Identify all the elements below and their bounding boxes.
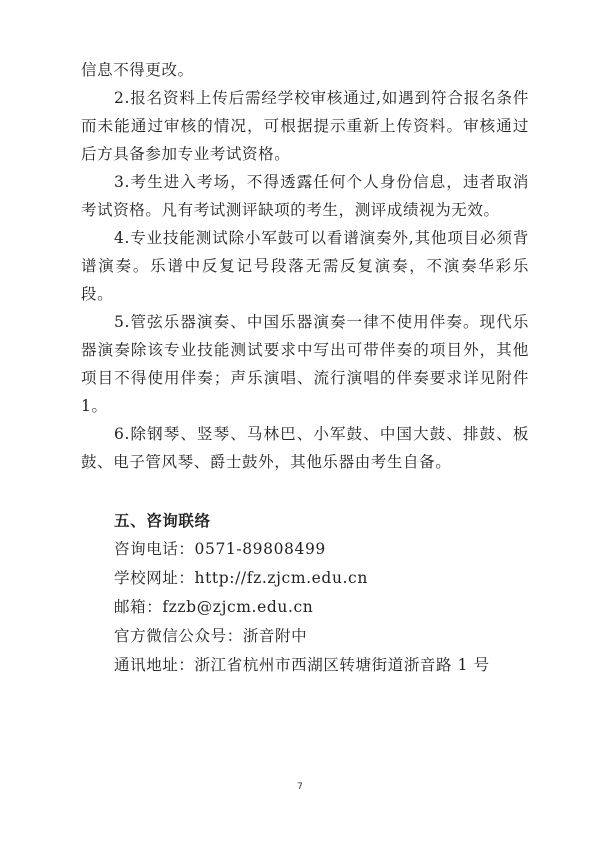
contact-list (81, 535, 529, 680)
paragraph-item-2: 2.报名资料上传后需经学校审核通过,如遇到符合报名条件而未能通过审核的情况，可根据提示重新上传资料。审核通过后方具备参加专业考试资格。 (81, 89, 529, 163)
paragraph-item-5: 5.管弦乐器演奏、中国乐器演奏一律不使用伴奏。现代乐器演奏除该专业技能测试要求中写出可带伴奏的项目外，其他项目不得使用伴奏；声乐演唱、流行演唱的伴奏要求详见附件 1。 (81, 313, 529, 415)
contact-address-label: 通讯地址： (114, 656, 195, 674)
contact-wechat-label: 官方微信公众号： (114, 627, 243, 645)
contact-wechat-value: 浙音附中 (242, 627, 308, 645)
section-title-contact: 五、咨询联络 (114, 512, 211, 530)
contact-website-label: 学校网址： (114, 569, 195, 587)
contact-address (81, 651, 529, 680)
contact-email (81, 593, 529, 622)
contact-website-value: http://fz.zjcm.edu.cn (194, 569, 368, 587)
contact-wechat (81, 622, 529, 651)
paragraph-item-4: 4.专业技能测试除小军鼓可以看谱演奏外,其他项目必须背谱演奏。乐谱中反复记号段落无需反复演奏，不演奏华彩乐段。 (81, 229, 529, 303)
page-body (81, 56, 529, 680)
page-number: 7 (297, 782, 303, 792)
contact-email-label: 邮箱： (114, 598, 163, 616)
contact-phone-label: 咨询电话： (114, 540, 195, 558)
paragraph-continuation: 信息不得更改。 (81, 61, 194, 79)
contact-email-value: fzzb@zjcm.edu.cn (162, 598, 314, 616)
paragraph-item-3: 3.考生进入考场，不得透露任何个人身份信息，违者取消考试资格。凡有考试测评缺项的考生，测评成绩视为无效。 (81, 173, 529, 219)
contact-website (81, 564, 529, 593)
contact-phone (81, 535, 529, 564)
contact-address-value: 浙江省杭州市西湖区转塘街道浙音路 1 号 (194, 656, 490, 674)
paragraph-item-6: 6.除钢琴、竖琴、马林巴、小军鼓、中国大鼓、排鼓、板鼓、电子管风琴、爵士鼓外，其他乐器由考生自备。 (81, 425, 529, 471)
contact-phone-value: 0571-89808499 (194, 540, 326, 558)
